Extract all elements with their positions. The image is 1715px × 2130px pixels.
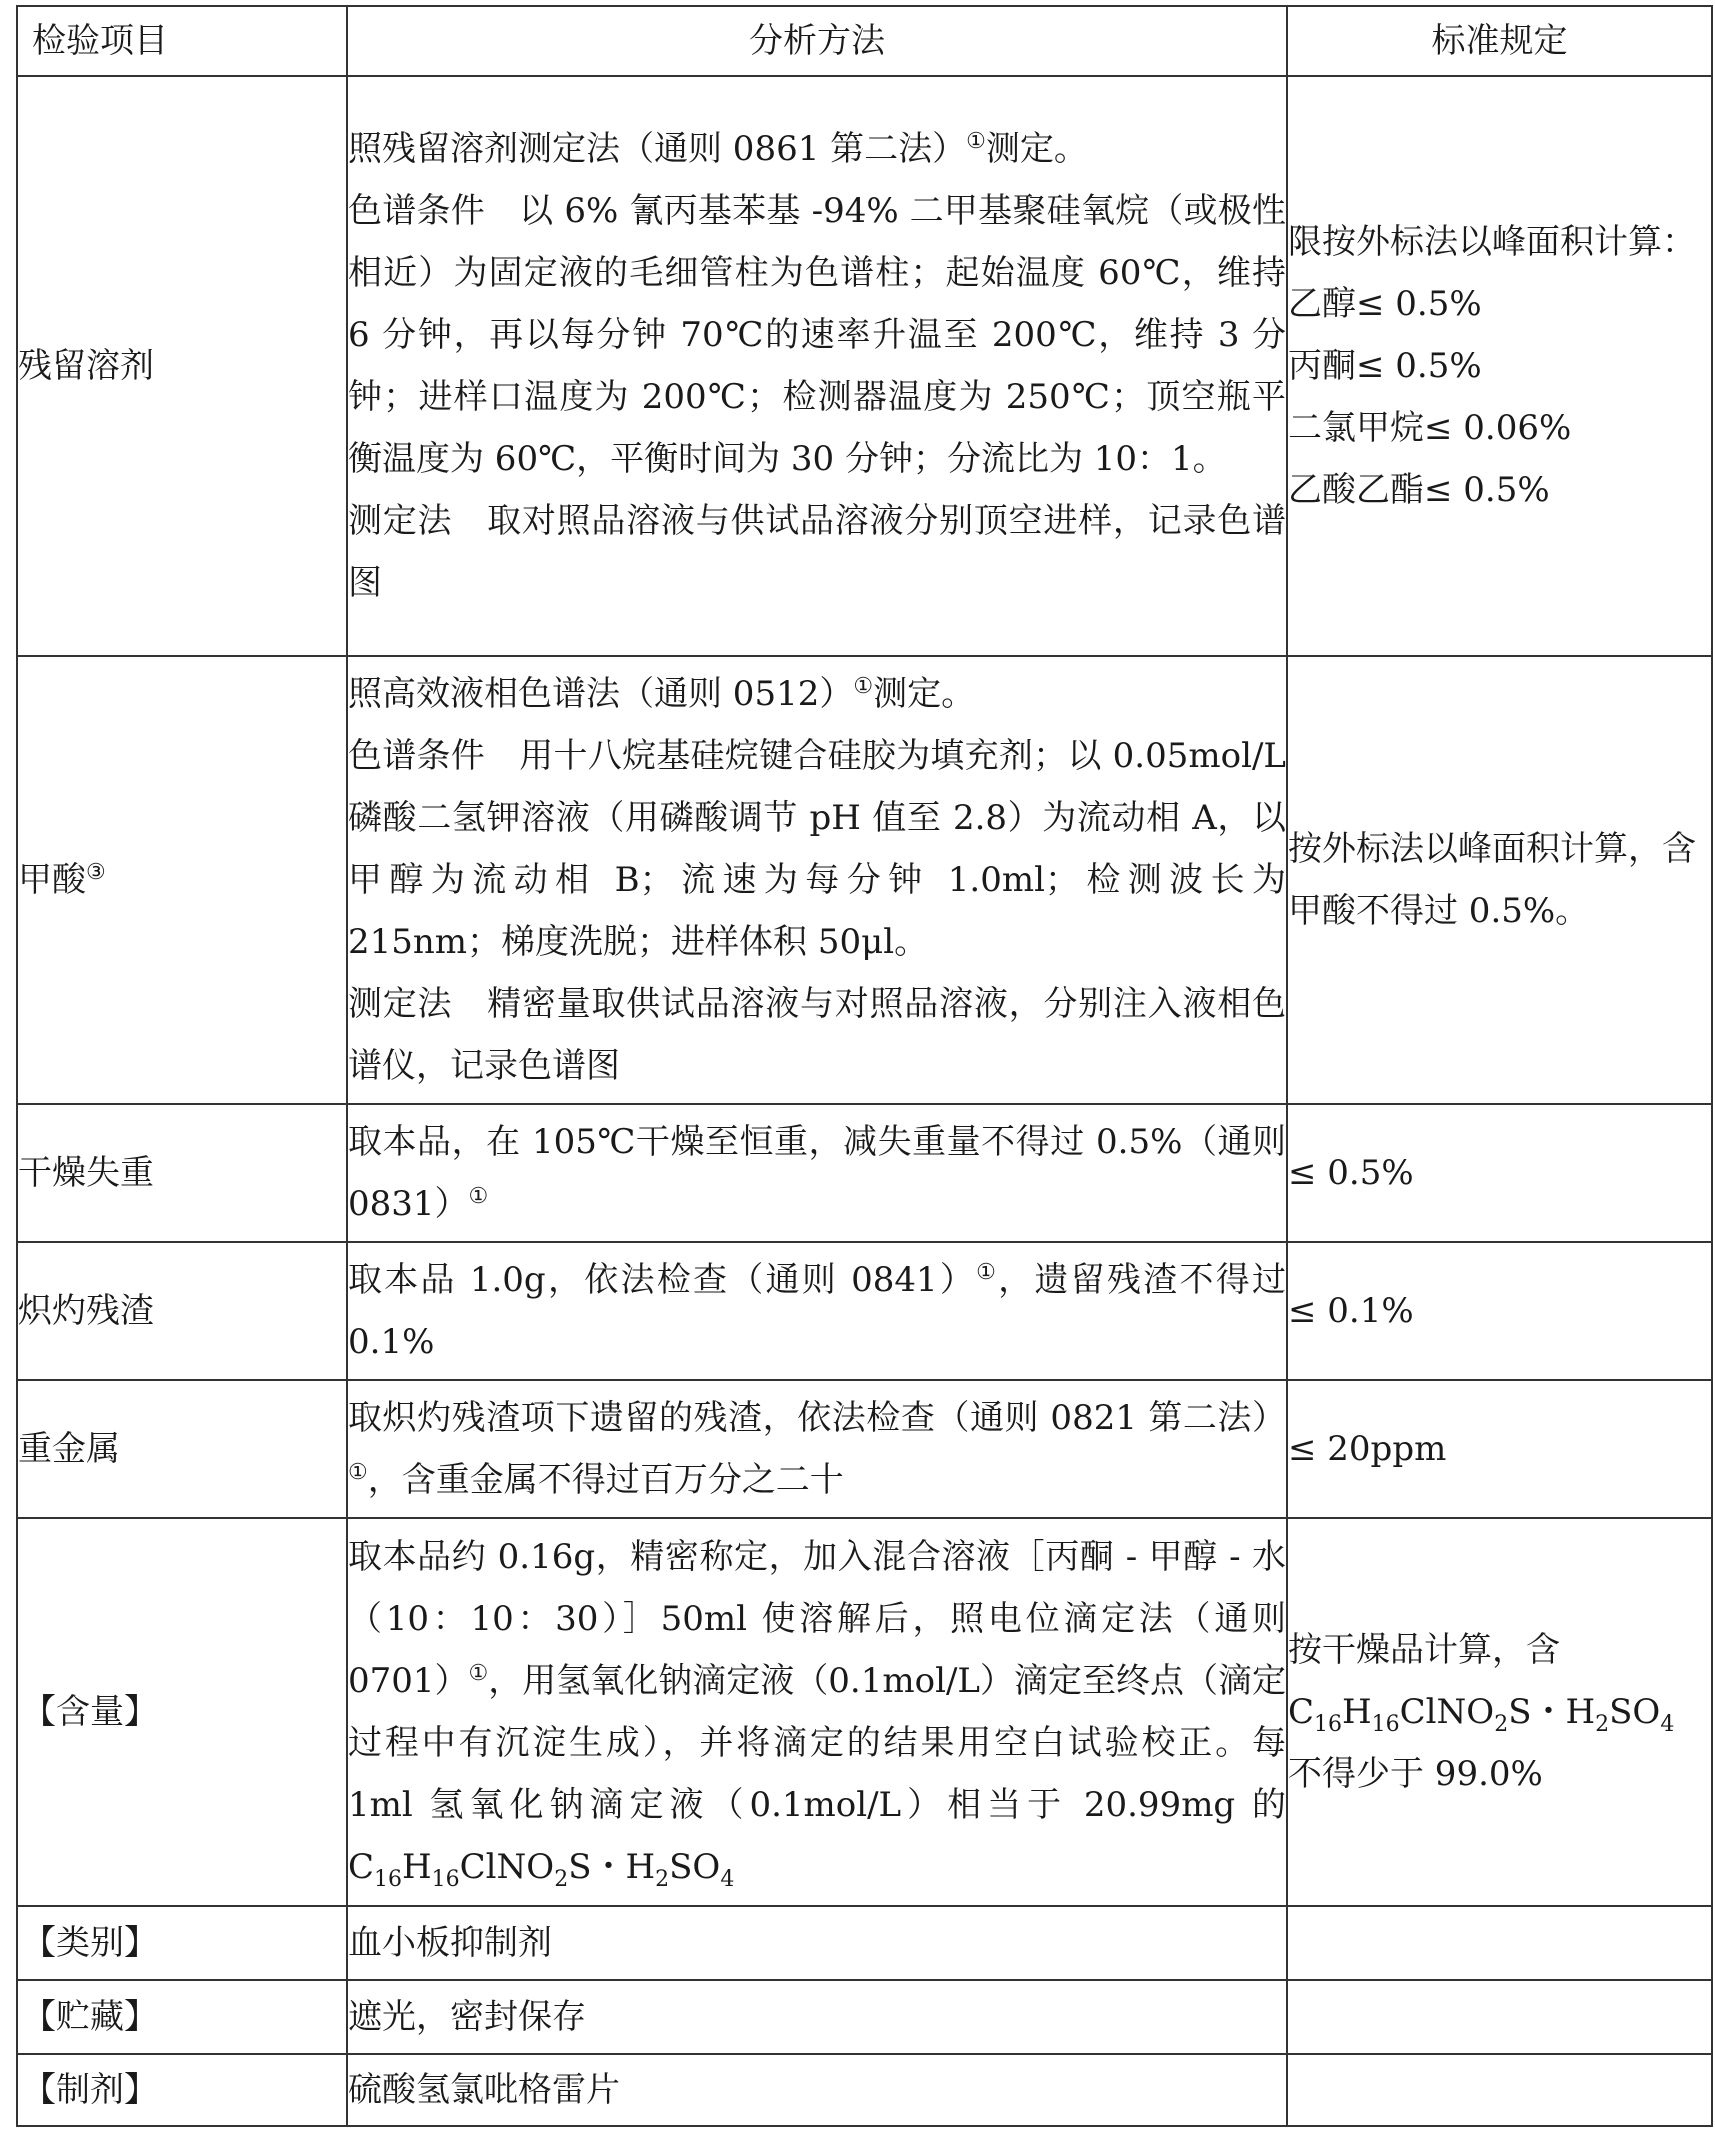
header-item: 检验项目: [17, 6, 347, 76]
standard-cell: [1287, 1906, 1712, 1980]
item-cell: [17, 1104, 347, 1242]
method-cell: [347, 1518, 1287, 1906]
method-cell: [347, 76, 1287, 656]
standard-line: 丙酮≤ 0.5%: [1288, 346, 1482, 386]
method-paragraph: 血小板抑制剂: [348, 1923, 552, 1963]
method-paragraph: 硫酸氢氯吡格雷片: [348, 2070, 620, 2110]
standard-line: 二氯甲烷≤ 0.06%: [1288, 408, 1572, 448]
method-cell: [347, 2054, 1287, 2126]
header-standard: 标准规定: [1287, 6, 1712, 76]
header-method: 分析方法: [347, 6, 1287, 76]
method-cell: [347, 1242, 1287, 1380]
footnote-mark: ①: [348, 1460, 368, 1485]
standard-line: 乙醇≤ 0.5%: [1288, 284, 1482, 324]
table-row: [17, 1906, 1712, 1980]
item-cell: [17, 1906, 347, 1980]
item-label: 炽灼残渣: [18, 1291, 154, 1331]
method-paragraph: 测定法 取对照品溶液与供试品溶液分别顶空进样，记录色谱图: [348, 501, 1286, 603]
standard-cell: [1287, 656, 1712, 1104]
item-cell: [17, 1242, 347, 1380]
standard-cell: [1287, 1380, 1712, 1518]
item-cell: [17, 1518, 347, 1906]
footnote-mark: ①: [976, 1260, 999, 1285]
item-cell: [17, 76, 347, 656]
standard-cell: [1287, 1980, 1712, 2054]
item-label: 【制剂】: [22, 2070, 158, 2110]
item-label: 残留溶剂: [18, 346, 154, 386]
item-label: 【类别】: [22, 1923, 158, 1963]
standard-cell: [1287, 1104, 1712, 1242]
method-cell: [347, 1380, 1287, 1518]
item-cell: [17, 1380, 347, 1518]
footnote-mark: ③: [86, 860, 106, 885]
item-label: 干燥失重: [18, 1153, 154, 1193]
table-row: [17, 2054, 1712, 2126]
method-paragraph: 测定法 精密量取供试品溶液与对照品溶液，分别注入液相色谱仪，记录色谱图: [348, 984, 1286, 1086]
method-paragraph: 色谱条件 以 6% 氰丙基苯基 -94% 二甲基聚硅氧烷（或极性相近）为固定液的毛细管柱为色谱柱；起始温度 60℃，维持 6 分钟，再以每分钟 70℃的速率升温至 200℃，维持 3 分钟；进样口温度为 200℃；检测器温度为 250℃；顶空瓶平衡温度为 60℃，平衡时间为 30 分钟；分流比为 10：1。: [348, 191, 1286, 479]
item-label: 【含量】: [22, 1692, 158, 1732]
table-row: [17, 1380, 1712, 1518]
item-cell: [17, 1980, 347, 2054]
table-row: [17, 1242, 1712, 1380]
standard-line: ≤ 20ppm: [1288, 1429, 1447, 1469]
standard-line: 按外标法以峰面积计算，含甲酸不得过 0.5%。: [1288, 829, 1696, 931]
standard-line: 按干燥品计算，含: [1288, 1630, 1560, 1670]
footnote-mark: ①: [966, 129, 986, 154]
method-cell: [347, 1104, 1287, 1242]
table-row: [17, 1980, 1712, 2054]
specification-table: [16, 5, 1713, 2127]
standard-line: ≤ 0.1%: [1288, 1291, 1414, 1331]
standard-cell: [1287, 2054, 1712, 2126]
item-label: 重金属: [18, 1429, 120, 1469]
table-row: [17, 1518, 1712, 1906]
method-paragraph: 色谱条件 用十八烷基硅烷键合硅胶为填充剂；以 0.05mol/L 磷酸二氢钾溶液（用磷酸调节 pH 值至 2.8）为流动相 A，以甲醇为流动相 B；流速为每分钟 1.0ml；检测波长为 215nm；梯度洗脱；进样体积 50μl。: [348, 736, 1286, 962]
standard-line: ≤ 0.5%: [1288, 1153, 1414, 1193]
item-cell: [17, 656, 347, 1104]
standard-line: 不得少于 99.0%: [1288, 1754, 1543, 1794]
standard-line: 乙酸乙酯≤ 0.5%: [1288, 470, 1550, 510]
item-cell: [17, 2054, 347, 2126]
item-label: 【贮藏】: [22, 1997, 158, 2037]
method-paragraph: 照残留溶剂测定法（通则 0861 第二法）①测定。: [348, 129, 1088, 169]
table-row: [17, 656, 1712, 1104]
method-paragraph: 取炽灼残渣项下遗留的残渣，依法检查（通则 0821 第二法）①，含重金属不得过百万分之二十: [348, 1398, 1286, 1500]
method-cell: [347, 1906, 1287, 1980]
footnote-mark: ①: [468, 1661, 489, 1686]
table-row: [17, 1104, 1712, 1242]
method-cell: [347, 1980, 1287, 2054]
standard-cell: [1287, 1518, 1712, 1906]
method-cell: [347, 656, 1287, 1104]
formula-line: $C_{16}H_{16}ClNO_2S$・$H_2SO_4$: [1288, 1692, 1675, 1737]
item-label: 甲酸: [18, 860, 86, 900]
footnote-mark: ①: [468, 1184, 489, 1209]
method-paragraph: 遮光，密封保存: [348, 1997, 586, 2037]
standard-line: 限按外标法以峰面积计算：: [1288, 222, 1696, 262]
method-paragraph: 取本品，在 105℃干燥至恒重，减失重量不得过 0.5%（通则 0831）①: [348, 1122, 1286, 1224]
table-row: [17, 76, 1712, 656]
method-paragraph: 照高效液相色谱法（通则 0512）①测定。: [348, 674, 976, 714]
table-header-row: [17, 6, 1712, 76]
footnote-mark: ①: [853, 674, 874, 699]
method-paragraph: 取本品约 0.16g，精密称定，加入混合溶液［丙酮 - 甲醇 - 水（10：10：30）］50ml 使溶解后，照电位滴定法（通则 0701）①，用氢氧化钠滴定液（0.1mol/L）滴定至终点（滴定过程中有沉淀生成），并将滴定的结果用空白试验校正。每 1ml 氢氧化钠滴定液（0.1mol/L）相当于 20.99mg 的 $C_{16}H_{16}ClNO_2S$・$H_2SO_4$: [348, 1537, 1287, 1892]
standard-cell: [1287, 1242, 1712, 1380]
method-paragraph: 取本品 1.0g，依法检查（通则 0841）①，遗留残渣不得过 0.1%: [348, 1260, 1286, 1362]
standard-cell: [1287, 76, 1712, 656]
